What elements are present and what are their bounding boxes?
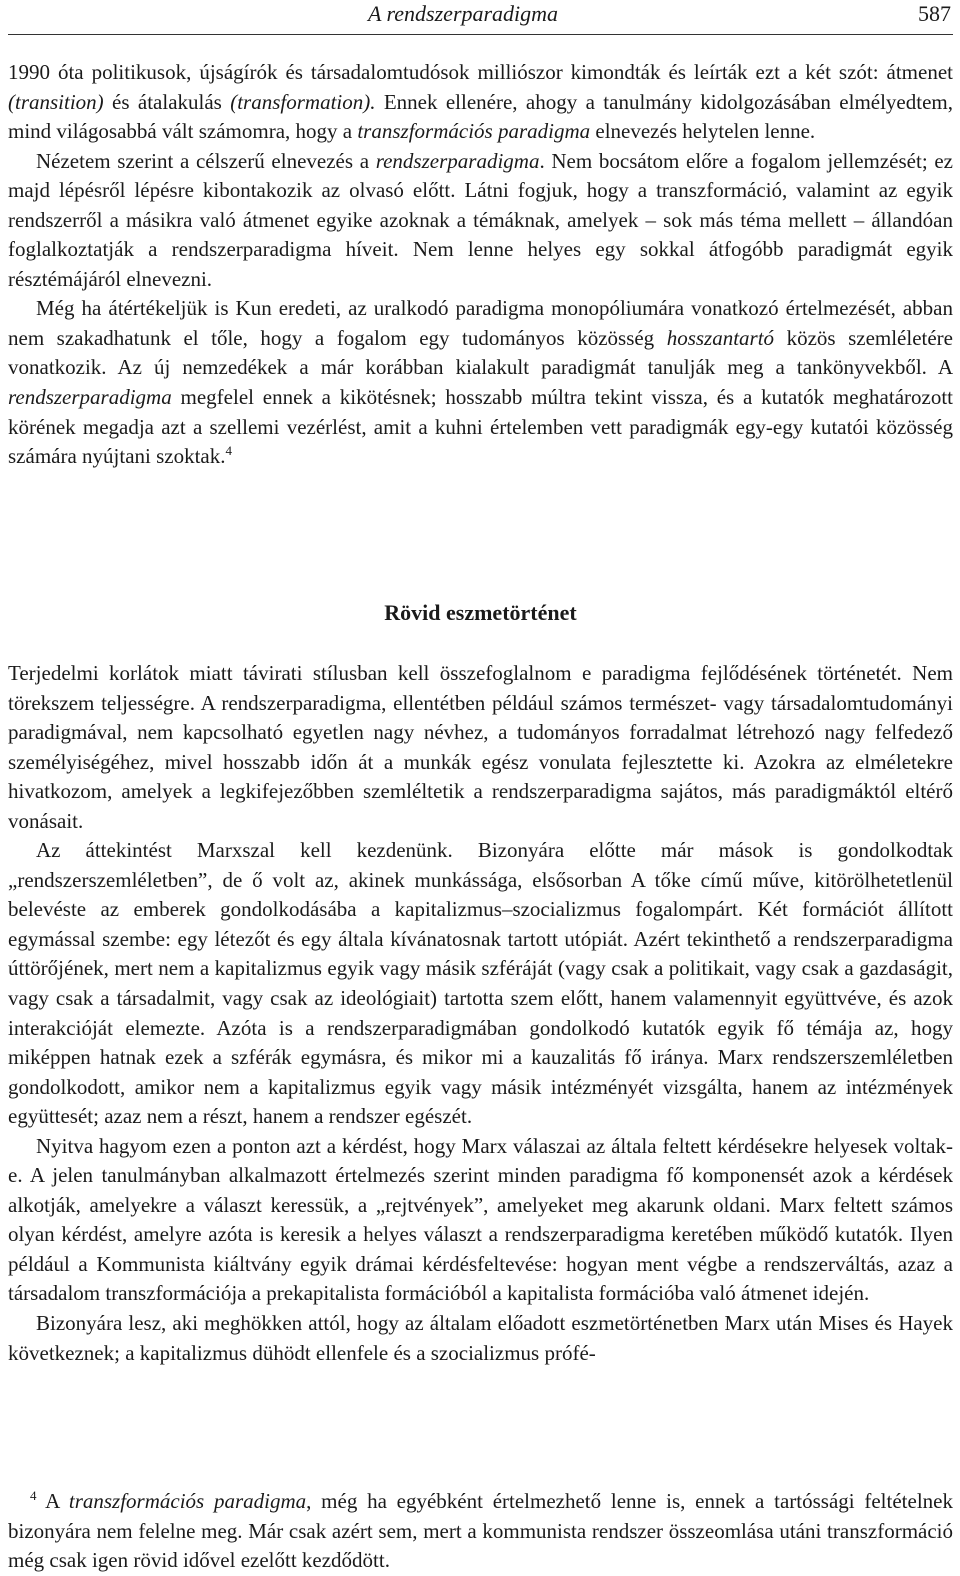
text-run: 1990 óta politikusok, újságírók és társadalomtudósok milliószor kimondták és leírták ezt a két szót: átmenet	[8, 60, 953, 84]
text-run: . Nem bocsátom előre a fogalom jellemzését; ez majd lépésről lépésre kibontakozik az olvasó előtt. Látni fogjuk, hogy a transzformáció, valamint az egyik rendszerről a másikra való átmenet egyike azoknak a témáknak, amelyek – sok más téma mellett – állandóan foglalkoztatják a rendszerparadigma híveit. Nem lenne helyes egy sokkal átfogóbb paradigmát egyik résztémájáról elnevezni.	[8, 148, 953, 291]
text-run: Még ha átértékeljük is Kun eredeti, az uralkodó paradigma monopóliumára vonatkozó értelmezését, abban nem szakadhatunk el tőle, hogy a fogalom egy tudományos közösség	[8, 296, 953, 350]
section-paragraph-4: Bizonyára lesz, aki meghökken attól, hogy az általam előadott eszmetörténetben Marx után Mises és Hayek következnek; a kapitalizmus dühödt ellenfele és a szocializmus prófé-	[8, 1311, 953, 1365]
running-header	[8, 0, 953, 35]
text-run: Nézetem szerint a célszerű elnevezés a	[36, 148, 376, 173]
intro-paragraph-2	[8, 147, 953, 295]
running-title: A rendszerparadigma	[368, 1, 559, 26]
section-text	[8, 659, 953, 1368]
italic-text: transzformációs paradigma	[68, 1489, 307, 1513]
section-heading: Rövid eszmetörténet	[384, 600, 577, 625]
text-run: , még ha egyébként értelmezhető lenne is, ennek a tartóssági feltételnek bizonyára nem felelne meg. Már csak azért sem, mert a kommunista rendszer összeomlása utáni transzformáció még csak igen rövid idővel ezelőtt kezdődött.	[8, 1489, 953, 1573]
text-run: és átalakulás	[103, 89, 231, 114]
footnote-marker: 4	[30, 1488, 37, 1503]
footnote-text	[8, 1487, 953, 1576]
page	[8, 0, 953, 1573]
italic-text: transzformációs paradigma	[357, 119, 591, 144]
italic-text: rendszerparadigma	[375, 148, 540, 173]
intro-text	[8, 58, 953, 472]
section-paragraph-3: Nyitva hagyom ezen a ponton azt a kérdést, hogy Marx válaszai az általa feltett kérdésekre helyesek voltak-e. A jelen tanulmányban alkalmazott értelmezés szerint minden paradigma fő komponensét azok a kérdések alkotják, amelyekre a választ keressük, a „rejtvények”, amelyeket meg akarunk oldani. Marx feltett számos olyan kérdést, amelyre azóta is keresik a helyes választ a rendszerparadigma keretében működő kutatók. Ilyen például a Kommunista kiáltvány egyik drámai kérdésfeltevése: hogyan ment végbe a rendszerváltás, azaz a társadalom transzformációja a prekapitalista formációból a kapitalista formációba való átmenet idején.	[8, 1133, 953, 1306]
footnote-marker: 4	[225, 443, 233, 459]
text-run: A	[36, 1489, 69, 1513]
text-run: közös szemléletére vonatkozik. Az új nemzedékek a már korábban kialakult paradigmát tanulják meg a tankönyvekből. A	[8, 325, 953, 380]
italic-text: rendszerparadigma	[8, 385, 172, 410]
italic-text: (transition)	[8, 89, 104, 114]
footnote	[8, 1487, 953, 1576]
text-run: elnevezés helytelen lenne.	[590, 119, 816, 144]
section-paragraph-2: Az áttekintést Marxszal kell kezdenünk. Bizonyára előtte már mások is gondolkodtak „rendszerszemléletben”, de ő volt az, akinek munkássága, elsősorban A tőke című műve, kitörölhetetlenül belevéste az emberek gondolkodásába a kapitalizmus–szocializmus fogalompárt. Két formációt állított egymással szembe: egy létezőt és egy általa kívánatosnak tartott utópiát. Azért tekinthető a rendszerparadigma úttörőjének, mert nem a kapitalizmus egyik vagy másik szféráját (vagy csak a politikait, vagy csak a gazdaságit, vagy csak a társadalmit, vagy csak az ideológiait) tartotta szem előtt, hanem valamennyit együttvéve, és azok interakcióját elemezte. Azóta is a rendszerparadigmában gondolkodó kutatók egyik fő témája az, hogy miképpen hatnak ezek a szférák egymásra, és mikor mi a kauzalitás fő iránya. Marx rendszerszemléletben gondolkodott, amikor nem a kapitalizmus egyik vagy másik intézményét vizsgálta, hanem az intézmények együttesét; azaz nem a részt, hanem a rendszer egészét.	[8, 838, 953, 1129]
section-paragraph-1: Terjedelmi korlátok miatt távirati stílusban kell összefoglalnom e paradigma fejlődésének történetét. Nem törekszem teljességre. A rendszerparadigma, ellentétben például számos természet- vagy társadalomtudományi paradigmával, nem kapcsolható egyetlen nagy névhez, a tudományos forradalmat létrehozó nagy felfedező személyiségéhez, mivel hosszabb időn át a munkák egész vonulata fejlesztette ki. Azokra az elméletekre hivatkozom, amelyek a legkifejezőbben szemléltetik a rendszerparadigma sajátos, más paradigmáktól eltérő vonásait.	[8, 661, 953, 833]
text-run: megfelel ennek a kikötésnek; hosszabb múltra tekint vissza, és a kutatók meghatározott körének megadja azt a szellemi vezérlést, amit a kuhni értelemben vett paradigmák egy-egy kutatói közösség számára nyújtani szoktak.	[8, 385, 953, 469]
italic-text: hosszantartó	[666, 325, 775, 350]
italic-text: (transformation).	[230, 89, 376, 114]
page-number: 587	[918, 1, 951, 26]
intro-paragraph-1	[8, 58, 953, 147]
text-run: Ennek ellenére, ahogy a tanulmány kidolgozásában elmélyedtem, mind világosabbá vált számomra, hogy a	[8, 89, 953, 144]
intro-paragraph-3	[8, 294, 953, 471]
